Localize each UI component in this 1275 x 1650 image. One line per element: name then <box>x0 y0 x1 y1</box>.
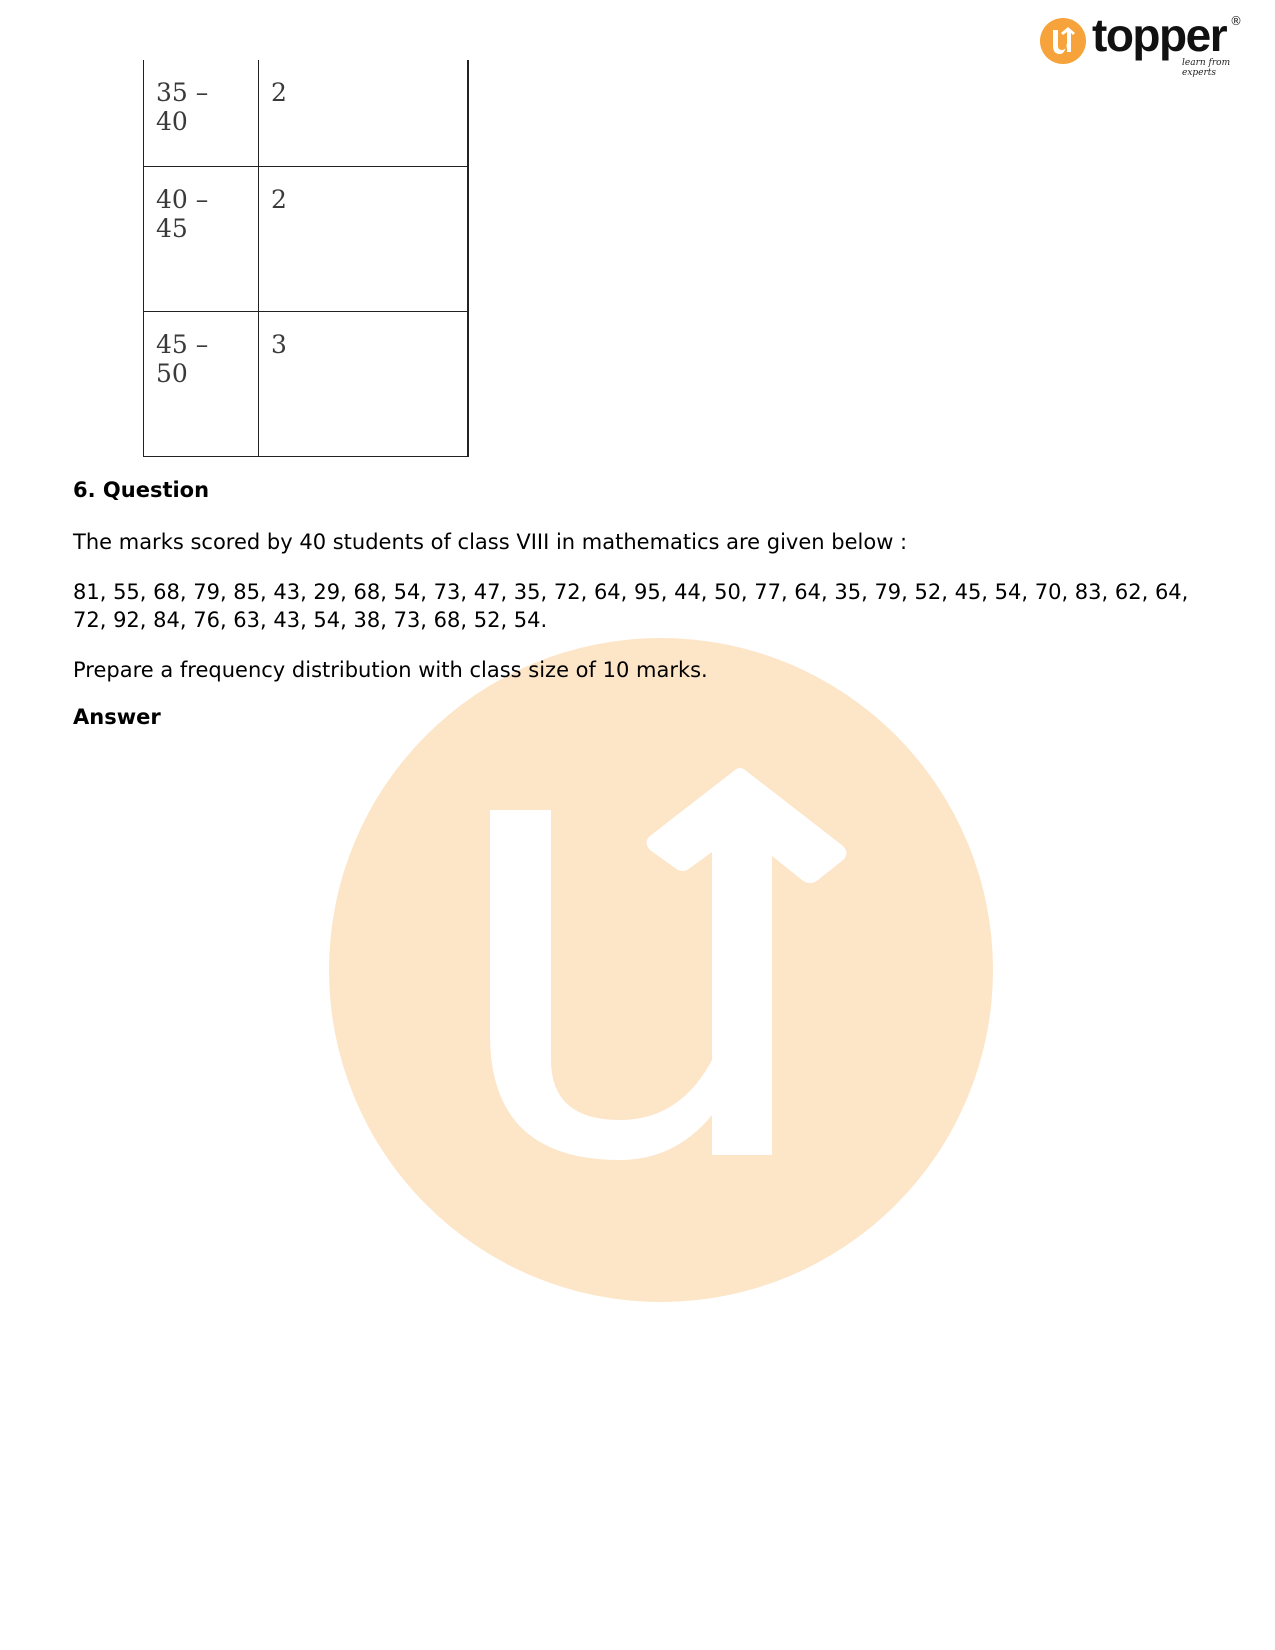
frequency-cell: 2 <box>259 60 469 167</box>
question-intro: The marks scored by 40 students of class VIII in mathematics are given below : <box>73 530 908 554</box>
frequency-cell: 2 <box>259 167 469 312</box>
brand-logo <box>1040 9 1250 78</box>
answer-heading: Answer <box>73 705 161 729</box>
brand-tagline: learn from experts <box>1182 58 1231 78</box>
question-heading: 6. Question <box>73 478 210 502</box>
frequency-table <box>143 60 469 457</box>
question-task: Prepare a frequency distribution with class size of 10 marks. <box>73 658 708 682</box>
class-interval-cell: 45 – 50 <box>144 312 259 457</box>
brand-name: topper <box>1092 9 1227 61</box>
registered-mark: ® <box>1230 14 1242 28</box>
table-row <box>144 312 469 457</box>
brand-u-icon <box>1040 18 1086 64</box>
frequency-cell: 3 <box>259 312 469 457</box>
table-row <box>144 167 469 312</box>
class-interval-cell: 40 – 45 <box>144 167 259 312</box>
table-row <box>144 60 469 167</box>
class-interval-cell: 35 – 40 <box>144 60 259 167</box>
marks-list: 81, 55, 68, 79, 85, 43, 29, 68, 54, 73, 47, 35, 72, 64, 95, 44, 50, 77, 64, 35, 79, 52, 45, 54, 70, 83, 62, 64, 72, 92, 84, 76, 63, 43, 54, 38, 73, 68, 52, 54. <box>73 580 1189 632</box>
